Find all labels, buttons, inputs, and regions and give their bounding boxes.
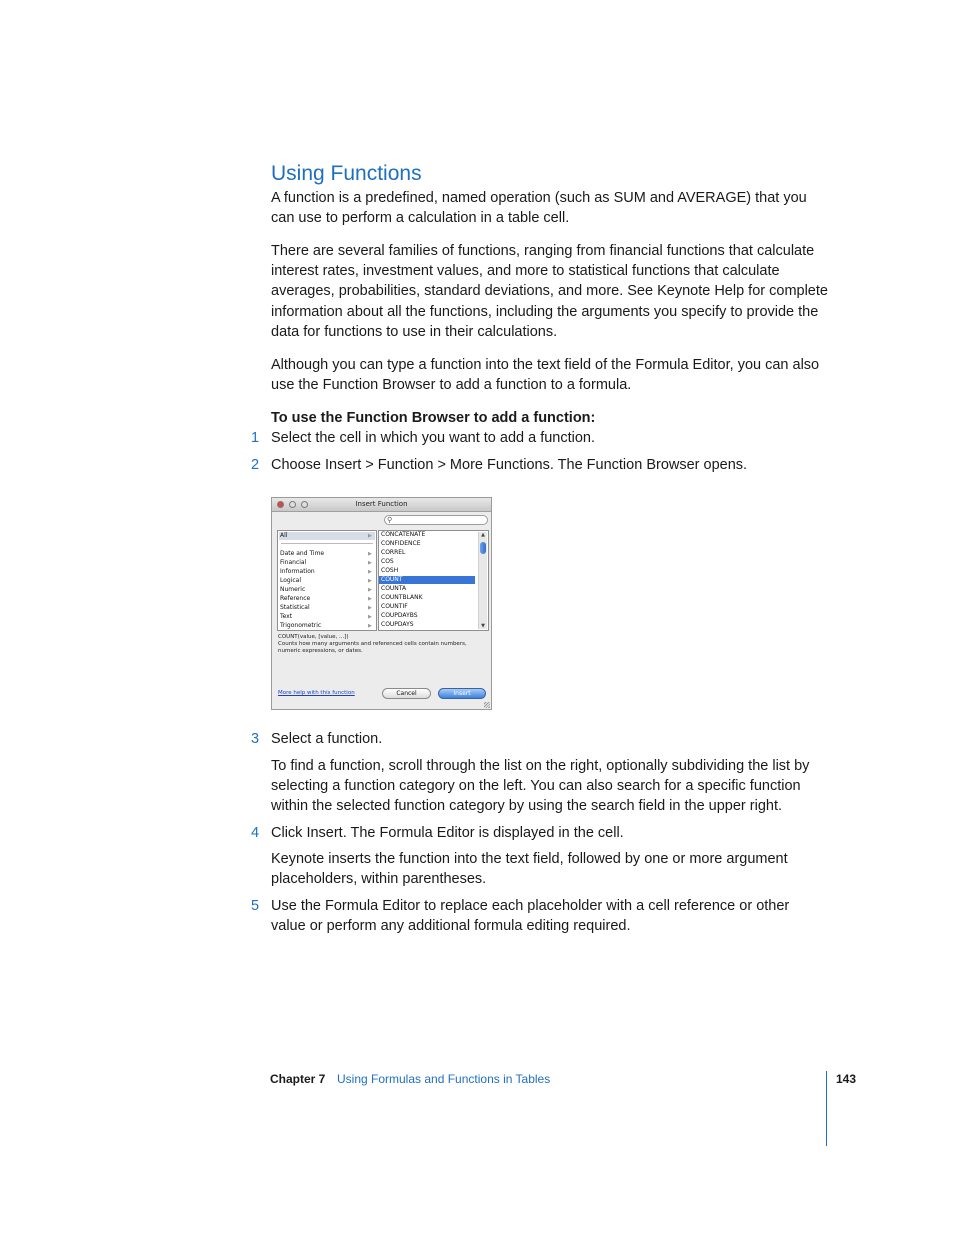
step-text: Select the cell in which you want to add a function. [271, 430, 596, 446]
disclosure-arrow-icon: ▶ [368, 569, 372, 575]
function-list[interactable] [378, 530, 489, 631]
disclosure-arrow-icon: ▶ [368, 623, 372, 629]
insert-function-dialog [271, 497, 492, 710]
function-summary: Counts how many arguments and referenced cells contain numbers, numeric expressions, or dates. [278, 641, 467, 654]
function-item[interactable]: CONCATENATE [381, 531, 426, 538]
function-list-scrollbar[interactable] [478, 532, 487, 629]
footer-chapter-title: Using Formulas and Functions in Tables [337, 1072, 551, 1086]
disclosure-arrow-icon: ▶ [368, 560, 372, 566]
category-item-all[interactable]: All [280, 532, 288, 539]
step-detail: To find a function, scroll through the list on the right, optionally subdividing the list by selecting a function category on the left. You can also search for a specific function within the selected function category by using the search field in the upper right. [271, 758, 810, 815]
function-item[interactable]: COSH [381, 567, 399, 574]
scroll-thumb[interactable] [480, 542, 486, 554]
step-number: 3 [251, 731, 260, 747]
function-item[interactable]: CORREL [381, 549, 406, 556]
category-item[interactable]: Information [280, 568, 315, 575]
category-item[interactable]: Reference [280, 595, 311, 602]
disclosure-arrow-icon: ▶ [368, 605, 372, 611]
step-text: Choose Insert > Function > More Functions. The Function Browser opens. [271, 457, 748, 473]
dialog-title: Insert Function [355, 500, 408, 508]
procedure-heading: To use the Function Browser to add a function: [271, 410, 596, 426]
intro-paragraph: A function is a predefined, named operation (such as SUM and AVERAGE) that you can use to perform a calculation in a table cell. [271, 190, 807, 227]
category-item[interactable]: Trigonometric [280, 622, 322, 629]
disclosure-arrow-icon: ▶ [368, 614, 372, 620]
function-description [278, 634, 483, 655]
dialog-titlebar [272, 498, 491, 512]
category-list[interactable] [277, 530, 377, 631]
footer-chapter: Chapter 7 [270, 1072, 326, 1086]
category-item[interactable]: Text [280, 613, 293, 620]
step-number: 5 [251, 898, 260, 914]
scroll-up-arrow-icon[interactable]: ▲ [481, 532, 485, 538]
step-number: 1 [251, 430, 260, 446]
families-paragraph: There are several families of functions, ranging from financial functions that calculate interest rates, investment values, and more to statistical functions that calculate averages, probabilities, standard deviations, and more. See Keynote Help for complete information about all the functions, including the arguments you specify to provide the data for functions to use in their calculations. [271, 243, 828, 340]
step-number: 4 [251, 825, 260, 841]
function-item[interactable]: COUPDAYBS [381, 612, 418, 619]
step-text: Click Insert. The Formula Editor is displayed in the cell. [271, 825, 624, 841]
search-icon: ⚲ [387, 516, 393, 524]
function-item-selected[interactable]: COUNT [379, 576, 475, 584]
insert-button[interactable]: Insert [438, 688, 486, 699]
function-item[interactable]: COS [381, 558, 394, 565]
disclosure-arrow-icon: ▶ [368, 596, 372, 602]
category-item[interactable]: Financial [280, 559, 307, 566]
resize-grip-icon[interactable] [484, 702, 490, 708]
cancel-button[interactable]: Cancel [382, 688, 431, 699]
disclosure-arrow-icon: ▶ [368, 578, 372, 584]
scroll-down-arrow-icon[interactable]: ▼ [481, 623, 485, 629]
browser-paragraph: Although you can type a function into the text field of the Formula Editor, you can also use the Function Browser to add a function to a formula. [271, 357, 820, 394]
step-number: 2 [251, 457, 260, 473]
step-text: Select a function. [271, 731, 383, 747]
disclosure-arrow-icon: ▶ [368, 587, 372, 593]
more-help-link[interactable]: More help with this function [278, 690, 355, 696]
search-input[interactable] [384, 515, 488, 525]
function-item[interactable]: COUPDAYS [381, 621, 414, 628]
category-item[interactable]: Date and Time [280, 550, 325, 557]
selected-category-highlight [279, 532, 375, 540]
step-detail: Keynote inserts the function into the text field, followed by one or more argument placeholders, within parentheses. [271, 851, 788, 888]
page-number: 143 [836, 1072, 857, 1086]
disclosure-arrow-icon: ▶ [368, 551, 372, 557]
step-text: Use the Formula Editor to replace each placeholder with a cell reference or other value or perform any additional formula editing required. [271, 898, 790, 935]
category-separator [281, 543, 373, 544]
function-item[interactable]: COUNTA [381, 585, 407, 592]
category-item[interactable]: Statistical [280, 604, 310, 611]
function-item[interactable]: COUNTIF [381, 603, 408, 610]
function-item[interactable]: CONFIDENCE [381, 540, 421, 547]
disclosure-arrow-icon: ▶ [368, 533, 372, 539]
section-title: Using Functions [271, 162, 422, 185]
category-item[interactable]: Logical [280, 577, 302, 584]
function-item[interactable]: COUNTBLANK [381, 594, 423, 601]
category-item[interactable]: Numeric [280, 586, 306, 593]
footer-divider [826, 1071, 827, 1146]
function-syntax: COUNT(value, [value, ...]) [278, 634, 349, 640]
